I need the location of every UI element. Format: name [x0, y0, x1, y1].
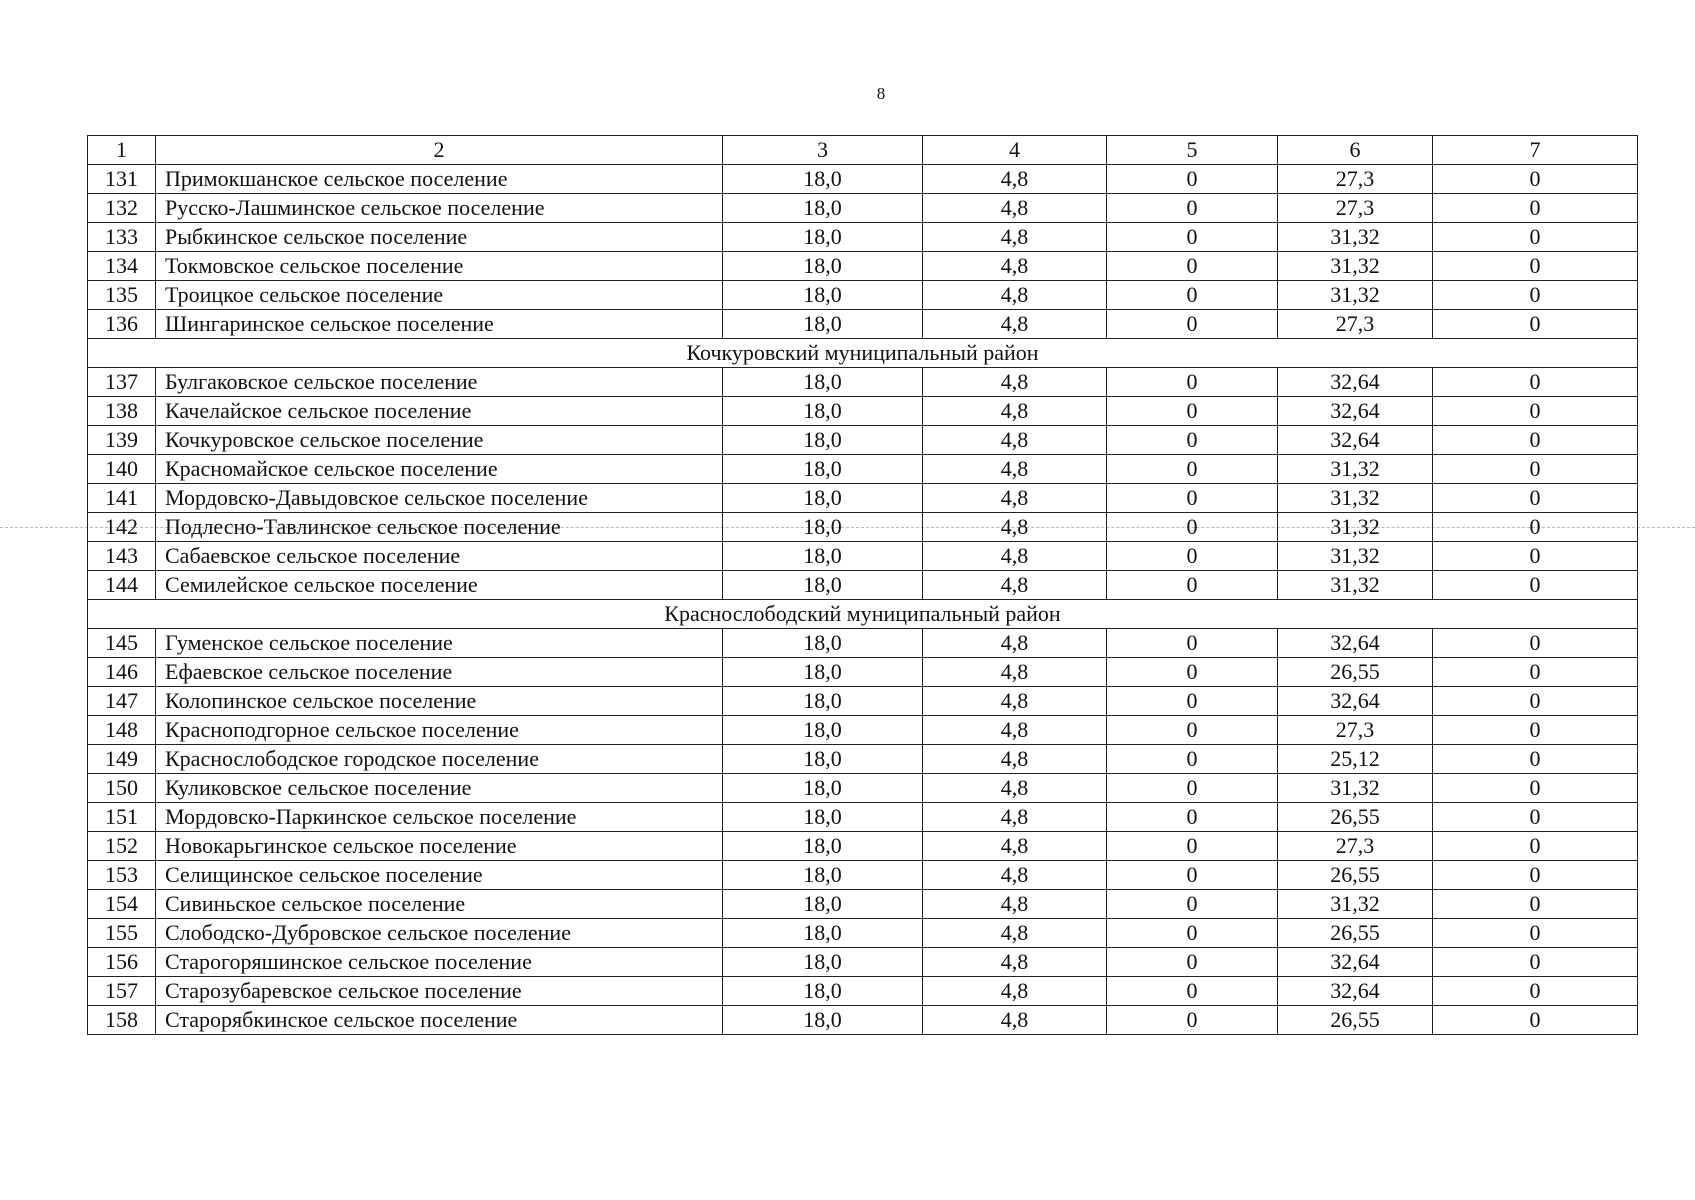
value-col-3: 18,0	[723, 252, 923, 281]
value-col-6: 32,64	[1278, 977, 1433, 1006]
value-col-5: 0	[1107, 716, 1278, 745]
row-number: 141	[88, 484, 156, 513]
settlement-name: Рыбкинское сельское поселение	[156, 223, 723, 252]
value-col-7: 0	[1433, 165, 1638, 194]
table-row	[88, 455, 1638, 484]
value-col-7: 0	[1433, 484, 1638, 513]
value-col-4: 4,8	[923, 687, 1107, 716]
table-row	[88, 194, 1638, 223]
value-col-5: 0	[1107, 223, 1278, 252]
value-col-7: 0	[1433, 745, 1638, 774]
value-col-6: 26,55	[1278, 919, 1433, 948]
table-row	[88, 1006, 1638, 1035]
value-col-4: 4,8	[923, 774, 1107, 803]
value-col-6: 31,32	[1278, 542, 1433, 571]
table-row	[88, 571, 1638, 600]
value-col-4: 4,8	[923, 223, 1107, 252]
row-number: 146	[88, 658, 156, 687]
value-col-3: 18,0	[723, 571, 923, 600]
table-row	[88, 426, 1638, 455]
settlement-name: Селищинское сельское поселение	[156, 861, 723, 890]
value-col-4: 4,8	[923, 948, 1107, 977]
value-col-4: 4,8	[923, 803, 1107, 832]
value-col-3: 18,0	[723, 310, 923, 339]
value-col-6: 31,32	[1278, 281, 1433, 310]
value-col-7: 0	[1433, 861, 1638, 890]
value-col-6: 31,32	[1278, 890, 1433, 919]
value-col-5: 0	[1107, 194, 1278, 223]
settlement-name: Старогоряшинское сельское поселение	[156, 948, 723, 977]
settlement-name: Токмовское сельское поселение	[156, 252, 723, 281]
value-col-3: 18,0	[723, 368, 923, 397]
settlement-name: Колопинское сельское поселение	[156, 687, 723, 716]
value-col-5: 0	[1107, 803, 1278, 832]
value-col-3: 18,0	[723, 977, 923, 1006]
value-col-7: 0	[1433, 687, 1638, 716]
value-col-3: 18,0	[723, 281, 923, 310]
value-col-5: 0	[1107, 484, 1278, 513]
row-number: 139	[88, 426, 156, 455]
value-col-3: 18,0	[723, 687, 923, 716]
value-col-6: 32,64	[1278, 948, 1433, 977]
value-col-4: 4,8	[923, 455, 1107, 484]
value-col-7: 0	[1433, 397, 1638, 426]
row-number: 136	[88, 310, 156, 339]
value-col-5: 0	[1107, 774, 1278, 803]
value-col-4: 4,8	[923, 194, 1107, 223]
value-col-7: 0	[1433, 977, 1638, 1006]
value-col-5: 0	[1107, 948, 1278, 977]
value-col-6: 31,32	[1278, 571, 1433, 600]
row-number: 134	[88, 252, 156, 281]
row-number: 148	[88, 716, 156, 745]
value-col-5: 0	[1107, 281, 1278, 310]
value-col-6: 31,32	[1278, 774, 1433, 803]
value-col-7: 0	[1433, 716, 1638, 745]
value-col-5: 0	[1107, 252, 1278, 281]
settlement-name: Семилейское сельское поселение	[156, 571, 723, 600]
value-col-5: 0	[1107, 368, 1278, 397]
table-row	[88, 919, 1638, 948]
settlement-name: Гуменское сельское поселение	[156, 629, 723, 658]
table-header-row	[88, 136, 1638, 165]
settlement-name: Кочкуровское сельское поселение	[156, 426, 723, 455]
table-row	[88, 310, 1638, 339]
settlement-name: Старозубаревское сельское поселение	[156, 977, 723, 1006]
row-number: 142	[88, 513, 156, 542]
table-row	[88, 803, 1638, 832]
value-col-5: 0	[1107, 310, 1278, 339]
row-number: 145	[88, 629, 156, 658]
value-col-7: 0	[1433, 455, 1638, 484]
value-col-3: 18,0	[723, 426, 923, 455]
value-col-7: 0	[1433, 890, 1638, 919]
page-number: 8	[876, 84, 886, 103]
value-col-3: 18,0	[723, 861, 923, 890]
value-col-5: 0	[1107, 919, 1278, 948]
table-row	[88, 542, 1638, 571]
table-row	[88, 223, 1638, 252]
value-col-3: 18,0	[723, 658, 923, 687]
value-col-4: 4,8	[923, 368, 1107, 397]
settlement-name: Старорябкинское сельское поселение	[156, 1006, 723, 1035]
row-number: 150	[88, 774, 156, 803]
settlement-name: Мордовско-Давыдовское сельское поселение	[156, 484, 723, 513]
value-col-6: 32,64	[1278, 629, 1433, 658]
value-col-6: 27,3	[1278, 194, 1433, 223]
value-col-7: 0	[1433, 658, 1638, 687]
value-col-6: 26,55	[1278, 803, 1433, 832]
table-row	[88, 861, 1638, 890]
value-col-3: 18,0	[723, 803, 923, 832]
value-col-4: 4,8	[923, 890, 1107, 919]
value-col-6: 32,64	[1278, 426, 1433, 455]
value-col-4: 4,8	[923, 542, 1107, 571]
settlement-name: Мордовско-Паркинское сельское поселение	[156, 803, 723, 832]
row-number: 135	[88, 281, 156, 310]
header-cell-5: 5	[1107, 136, 1278, 165]
row-number: 140	[88, 455, 156, 484]
settlement-name: Примокшанское сельское поселение	[156, 165, 723, 194]
district-name: Краснослободский муниципальный район	[88, 600, 1638, 629]
row-number: 132	[88, 194, 156, 223]
row-number: 154	[88, 890, 156, 919]
settlement-name: Красноподгорное сельское поселение	[156, 716, 723, 745]
value-col-6: 32,64	[1278, 397, 1433, 426]
row-number: 147	[88, 687, 156, 716]
value-col-6: 27,3	[1278, 165, 1433, 194]
value-col-5: 0	[1107, 977, 1278, 1006]
settlement-name: Булгаковское сельское поселение	[156, 368, 723, 397]
settlement-name: Новокарьгинское сельское поселение	[156, 832, 723, 861]
value-col-5: 0	[1107, 165, 1278, 194]
value-col-3: 18,0	[723, 223, 923, 252]
value-col-3: 18,0	[723, 513, 923, 542]
row-number: 133	[88, 223, 156, 252]
table-row	[88, 397, 1638, 426]
settlement-name: Слободско-Дубровское сельское поселение	[156, 919, 723, 948]
table-row	[88, 658, 1638, 687]
value-col-3: 18,0	[723, 745, 923, 774]
value-col-4: 4,8	[923, 919, 1107, 948]
value-col-3: 18,0	[723, 397, 923, 426]
settlement-name: Троицкое сельское поселение	[156, 281, 723, 310]
value-col-7: 0	[1433, 542, 1638, 571]
row-number: 156	[88, 948, 156, 977]
value-col-7: 0	[1433, 629, 1638, 658]
value-col-4: 4,8	[923, 658, 1107, 687]
settlement-name: Русско-Лашминское сельское поселение	[156, 194, 723, 223]
value-col-3: 18,0	[723, 948, 923, 977]
value-col-5: 0	[1107, 397, 1278, 426]
value-col-5: 0	[1107, 832, 1278, 861]
value-col-7: 0	[1433, 368, 1638, 397]
table-row	[88, 629, 1638, 658]
value-col-7: 0	[1433, 832, 1638, 861]
header-cell-1: 1	[88, 136, 156, 165]
settlement-name: Куликовское сельское поселение	[156, 774, 723, 803]
table-row	[88, 165, 1638, 194]
value-col-4: 4,8	[923, 252, 1107, 281]
value-col-6: 26,55	[1278, 861, 1433, 890]
value-col-3: 18,0	[723, 629, 923, 658]
value-col-3: 18,0	[723, 774, 923, 803]
value-col-3: 18,0	[723, 832, 923, 861]
value-col-4: 4,8	[923, 426, 1107, 455]
value-col-4: 4,8	[923, 861, 1107, 890]
table-row	[88, 774, 1638, 803]
table-body	[88, 136, 1638, 1035]
value-col-5: 0	[1107, 890, 1278, 919]
value-col-6: 31,32	[1278, 513, 1433, 542]
value-col-3: 18,0	[723, 919, 923, 948]
value-col-7: 0	[1433, 513, 1638, 542]
value-col-7: 0	[1433, 774, 1638, 803]
value-col-7: 0	[1433, 919, 1638, 948]
table-row	[88, 368, 1638, 397]
value-col-4: 4,8	[923, 977, 1107, 1006]
value-col-6: 31,32	[1278, 252, 1433, 281]
value-col-5: 0	[1107, 687, 1278, 716]
table-row	[88, 832, 1638, 861]
value-col-4: 4,8	[923, 1006, 1107, 1035]
data-table	[87, 135, 1638, 1035]
value-col-7: 0	[1433, 310, 1638, 339]
value-col-4: 4,8	[923, 397, 1107, 426]
value-col-7: 0	[1433, 252, 1638, 281]
value-col-6: 27,3	[1278, 716, 1433, 745]
value-col-6: 26,55	[1278, 1006, 1433, 1035]
row-number: 155	[88, 919, 156, 948]
value-col-4: 4,8	[923, 745, 1107, 774]
value-col-3: 18,0	[723, 716, 923, 745]
header-cell-2: 2	[156, 136, 723, 165]
row-number: 152	[88, 832, 156, 861]
row-number: 131	[88, 165, 156, 194]
value-col-3: 18,0	[723, 165, 923, 194]
value-col-6: 32,64	[1278, 368, 1433, 397]
header-cell-4: 4	[923, 136, 1107, 165]
value-col-6: 31,32	[1278, 223, 1433, 252]
value-col-6: 26,55	[1278, 658, 1433, 687]
value-col-6: 27,3	[1278, 310, 1433, 339]
table-row	[88, 745, 1638, 774]
value-col-4: 4,8	[923, 629, 1107, 658]
value-col-5: 0	[1107, 513, 1278, 542]
table-row	[88, 252, 1638, 281]
value-col-6: 31,32	[1278, 484, 1433, 513]
value-col-7: 0	[1433, 1006, 1638, 1035]
row-number: 153	[88, 861, 156, 890]
row-number: 137	[88, 368, 156, 397]
value-col-5: 0	[1107, 861, 1278, 890]
table-row	[88, 484, 1638, 513]
row-number: 158	[88, 1006, 156, 1035]
value-col-4: 4,8	[923, 571, 1107, 600]
value-col-5: 0	[1107, 1006, 1278, 1035]
value-col-4: 4,8	[923, 281, 1107, 310]
value-col-5: 0	[1107, 542, 1278, 571]
header-cell-7: 7	[1433, 136, 1638, 165]
row-number: 144	[88, 571, 156, 600]
row-number: 138	[88, 397, 156, 426]
value-col-5: 0	[1107, 455, 1278, 484]
value-col-3: 18,0	[723, 542, 923, 571]
value-col-4: 4,8	[923, 165, 1107, 194]
header-cell-3: 3	[723, 136, 923, 165]
value-col-4: 4,8	[923, 716, 1107, 745]
settlement-name: Сабаевское сельское поселение	[156, 542, 723, 571]
value-col-7: 0	[1433, 803, 1638, 832]
table-row	[88, 687, 1638, 716]
value-col-6: 25,12	[1278, 745, 1433, 774]
settlement-name: Краснослободское городское поселение	[156, 745, 723, 774]
district-header-row	[88, 600, 1638, 629]
row-number: 151	[88, 803, 156, 832]
header-cell-6: 6	[1278, 136, 1433, 165]
value-col-7: 0	[1433, 281, 1638, 310]
value-col-3: 18,0	[723, 484, 923, 513]
value-col-7: 0	[1433, 426, 1638, 455]
value-col-3: 18,0	[723, 890, 923, 919]
settlement-name: Красномайское сельское поселение	[156, 455, 723, 484]
table-row	[88, 977, 1638, 1006]
settlement-name: Сивиньское сельское поселение	[156, 890, 723, 919]
value-col-4: 4,8	[923, 310, 1107, 339]
value-col-5: 0	[1107, 658, 1278, 687]
value-col-7: 0	[1433, 194, 1638, 223]
row-number: 143	[88, 542, 156, 571]
settlement-name: Качелайское сельское поселение	[156, 397, 723, 426]
value-col-5: 0	[1107, 426, 1278, 455]
value-col-3: 18,0	[723, 1006, 923, 1035]
value-col-5: 0	[1107, 629, 1278, 658]
settlement-name: Шингаринское сельское поселение	[156, 310, 723, 339]
settlement-name: Ефаевское сельское поселение	[156, 658, 723, 687]
value-col-6: 31,32	[1278, 455, 1433, 484]
value-col-7: 0	[1433, 223, 1638, 252]
table-row	[88, 513, 1638, 542]
value-col-4: 4,8	[923, 513, 1107, 542]
value-col-5: 0	[1107, 571, 1278, 600]
table-row	[88, 281, 1638, 310]
district-header-row	[88, 339, 1638, 368]
value-col-7: 0	[1433, 571, 1638, 600]
value-col-3: 18,0	[723, 455, 923, 484]
row-number: 157	[88, 977, 156, 1006]
row-number: 149	[88, 745, 156, 774]
value-col-4: 4,8	[923, 484, 1107, 513]
value-col-6: 27,3	[1278, 832, 1433, 861]
value-col-6: 32,64	[1278, 687, 1433, 716]
table-row	[88, 890, 1638, 919]
table-row	[88, 716, 1638, 745]
table-row	[88, 948, 1638, 977]
value-col-5: 0	[1107, 745, 1278, 774]
district-name: Кочкуровский муниципальный район	[88, 339, 1638, 368]
value-col-3: 18,0	[723, 194, 923, 223]
value-col-4: 4,8	[923, 832, 1107, 861]
settlement-name: Подлесно-Тавлинское сельское поселение	[156, 513, 723, 542]
value-col-7: 0	[1433, 948, 1638, 977]
